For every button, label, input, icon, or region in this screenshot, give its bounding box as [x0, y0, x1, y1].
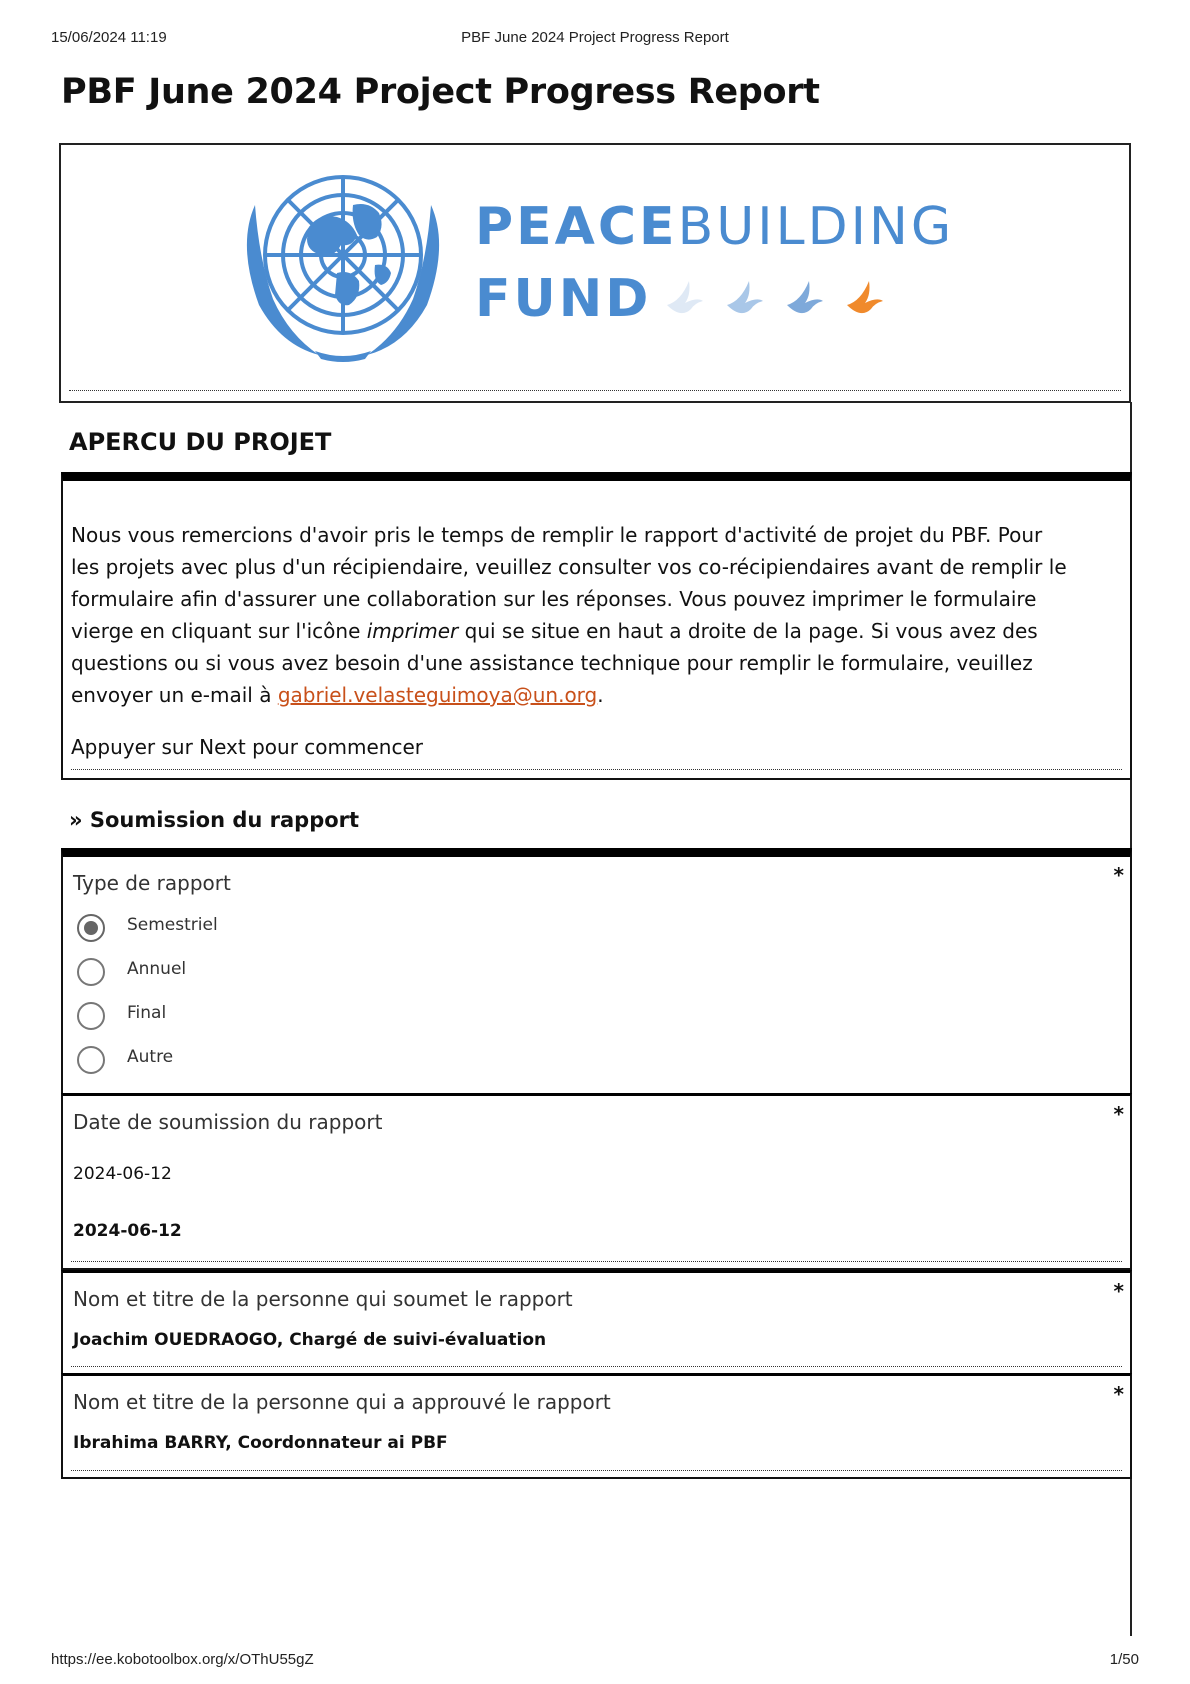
brand-peace: PEACE [475, 197, 678, 257]
approver-answer: Ibrahima BARRY, Coordonnateur ai PBF [73, 1433, 448, 1453]
un-emblem-icon [225, 165, 461, 365]
question-report-type [61, 848, 1132, 1095]
radio-label: Final [127, 1003, 167, 1023]
question-submission-date [61, 1093, 1132, 1270]
support-email-link[interactable]: gabriel.velasteguimoya@un.org [277, 683, 598, 707]
required-marker: * [1113, 1382, 1124, 1406]
required-marker: * [1113, 863, 1124, 887]
intro-text: Nous vous remercions d'avoir pris le temps de remplir le rapport d'activité de projet du PBF. Pour les projets avec plus d'un récipiendaire, veuillez consulter vos co-récipiendaires avant de remplir le formulaire afin d'assurer une collaboration sur les réponses. Vous pouvez imprimer le formulaire vierge en cliquant sur l'icône imprimer qui se situe en haut a droite de la page. Si vous avez des questions ou si vous avez besoin d'une assistance technique pour remplir le formulaire, veuillez envoyer un e-mail à gabriel.velasteguimoya@un.org. [71, 523, 1067, 707]
page-number: 1/50 [1109, 1651, 1139, 1668]
date-input-value[interactable]: 2024-06-12 [73, 1164, 172, 1184]
dove-icon [847, 281, 883, 313]
dove-icon [727, 281, 763, 313]
intro-note [61, 472, 1132, 780]
radio-button[interactable] [77, 914, 105, 942]
submitter-answer: Joachim OUEDRAOGO, Chargé de suivi-évaluation [73, 1330, 547, 1350]
brand-building: BUILDING [677, 197, 955, 257]
dotted-divider [69, 390, 1121, 391]
radio-label: Semestriel [127, 915, 218, 935]
dove-icons [661, 267, 901, 321]
dove-icon [787, 281, 823, 313]
brand-fund: FUND [475, 269, 652, 329]
page-title: PBF June 2024 Project Progress Report [61, 72, 820, 112]
print-header-title: PBF June 2024 Project Progress Report [461, 29, 729, 46]
group-title: » Soumission du rapport [69, 808, 360, 832]
radio-button[interactable] [77, 1046, 105, 1074]
radio-button[interactable] [77, 1002, 105, 1030]
dotted-divider [71, 769, 1122, 770]
dove-icon [667, 281, 703, 313]
print-keyword: imprimer [366, 619, 459, 643]
dotted-divider [71, 1470, 1122, 1471]
required-marker: * [1113, 1102, 1124, 1126]
print-header [51, 29, 1139, 49]
start-instruction: Appuyer sur Next pour commencer [71, 735, 423, 759]
dotted-divider [71, 1261, 1122, 1262]
print-timestamp: 15/06/2024 11:19 [51, 29, 167, 46]
dotted-divider [71, 1366, 1122, 1367]
question-label: Nom et titre de la personne qui soumet le rapport [73, 1287, 573, 1311]
print-url: https://ee.kobotoolbox.org/x/OThU55gZ [51, 1651, 314, 1668]
question-label: Type de rapport [73, 871, 231, 895]
required-marker: * [1113, 1279, 1124, 1303]
print-footer [51, 1651, 1139, 1671]
logo-box [59, 143, 1131, 403]
question-approver [61, 1373, 1132, 1479]
question-submitter [61, 1270, 1132, 1375]
radio-label: Annuel [127, 959, 187, 979]
radio-button[interactable] [77, 958, 105, 986]
radio-label: Autre [127, 1047, 174, 1067]
section-title: APERCU DU PROJET [69, 428, 332, 456]
question-label: Date de soumission du rapport [73, 1110, 383, 1134]
question-label: Nom et titre de la personne qui a approuvé le rapport [73, 1390, 611, 1414]
date-answer: 2024-06-12 [73, 1221, 182, 1241]
brand-wordmark [475, 197, 995, 329]
